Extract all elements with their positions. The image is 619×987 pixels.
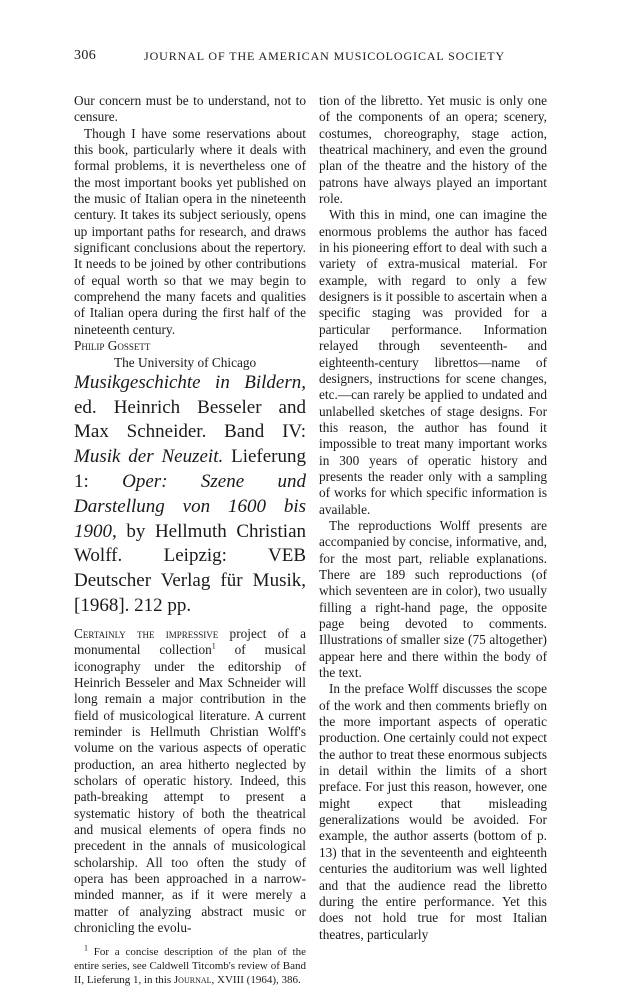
text-run: For a concise description of the plan of the entire series, see Caldwell Titcomb's review of Band II, Lieferung 1, in this	[74, 946, 306, 986]
text-run: project of a monumental collection	[74, 625, 306, 658]
book-publication: by Hellmuth Christian Wolff. Leipzig: VEB Deutscher Verlag für Musik, [1968]. 212 pp.	[74, 520, 306, 617]
paragraph: The reproductions Wolff presents are accompanied by concise, informative, and, for the most part, reliable explanations. There are 189 such reproductions (of which seventeen are in color), two usually filling a right-hand page, the opposite page being devoted to comments. Illustrations of smaller size (75 altogether) appear here and there within the body of the text.	[319, 517, 547, 681]
paragraph: Though I have some reservations about this book, particularly where it deals with formal problems, it is nevertheless one of the most important books yet published on the music of Italian opera in the nineteenth century. It takes its subject seriously, opens up important paths for research, and draws significant conclusions about the repertory. It needs to be joined by other contributions of equal worth so that we may begin to comprehend the many facets and qualities of Italian opera during the first half of the nineteenth century.	[74, 125, 306, 337]
paragraph: Our concern must be to understand, not to censure.	[74, 93, 306, 125]
book-lieferung: Lieferung 1:	[74, 446, 306, 493]
book-band-title: Musik der Neuzeit.	[74, 446, 224, 468]
book-editors: ed. Heinrich Besseler and Max Schneider. Band IV:	[74, 396, 306, 443]
review-heading	[74, 371, 306, 619]
left-column	[74, 93, 306, 987]
book-title: Musikgeschichte in Bildern,	[74, 371, 306, 393]
footnote-number: 1	[84, 943, 88, 953]
text-run: of musical iconography under the editorship of Heinrich Besseler and Max Schneider will long remain a major contribution in the field of musicological literature. A current reminder is Hellmuth Christian Wolff's volume on the various aspects of operatic production, an area hitherto neglected by scholars of operatic history. Indeed, this path-breaking attempt to present a systematic history of both the theatrical and musical elements of opera finds no precedent in the annals of musicological scholarship. All too often the study of opera has been approached in a narrow-minded manner, as if it were merely a matter of analyzing abstract music or chronicling the evolu-	[74, 642, 306, 935]
journal-title: JOURNAL OF THE AMERICAN MUSICOLOGICAL SOCIETY	[144, 49, 506, 63]
footnote	[74, 943, 306, 987]
paragraph: In the preface Wolff discusses the scope of the work and then comments briefly on the more important aspects of operatic production. One certainly could not expect the author to treat these enormous subjects in detail within the limits of a short preface. For just this reason, however, one might expect that misleading generalizations would be avoided. For example, the author asserts (bottom of p. 13) that in the seventeenth and eighteenth centuries the auditorium was well lighted and that the audience read the libretto during the entire performance. Yet this does not hold true for most Italian theatres, particularly	[319, 681, 547, 942]
right-column	[319, 93, 547, 943]
paragraph: With this in mind, one can imagine the enormous problems the author has faced in his pioneering effort to deal with such a variety of extra-musical material. For example, with regard to only a few designers is it possible to ascertain when a specific staging was provided for a particular performance. Information relayed through seventeenth- and eighteenth-century librettos—name of designers, instructions for scene changes, etc.—can rarely be applied to undated and unlabelled sketches of stage designs. For this reason, the author has found it impossible to treat many important works in 300 years of operatic history and presents the reader only with a sampling of works for which specific information is available.	[319, 207, 547, 517]
book-subtitle: Oper: Szene und Darstellung von 1600 bis 1900,	[74, 471, 306, 542]
paragraph: tion of the libretto. Yet music is only one of the components of an opera; scenery, costumes, choreography, stage action, theatrical machinery, and even the ground plan of the theatre and the history of the patrons have always played an important role.	[319, 93, 547, 207]
page-number: 306	[74, 48, 97, 63]
footnote-reference: 1	[211, 641, 216, 651]
running-header	[74, 48, 546, 68]
journal-name-small-caps: Journal	[173, 973, 212, 986]
signature-name: Philip Gossett	[74, 338, 151, 354]
lead-in-small-caps: Certainly the impressive	[74, 625, 219, 641]
paragraph	[74, 626, 306, 937]
text-run: , XVIII (1964), 386.	[211, 973, 301, 986]
signature-affiliation: The University of Chicago	[114, 354, 257, 370]
